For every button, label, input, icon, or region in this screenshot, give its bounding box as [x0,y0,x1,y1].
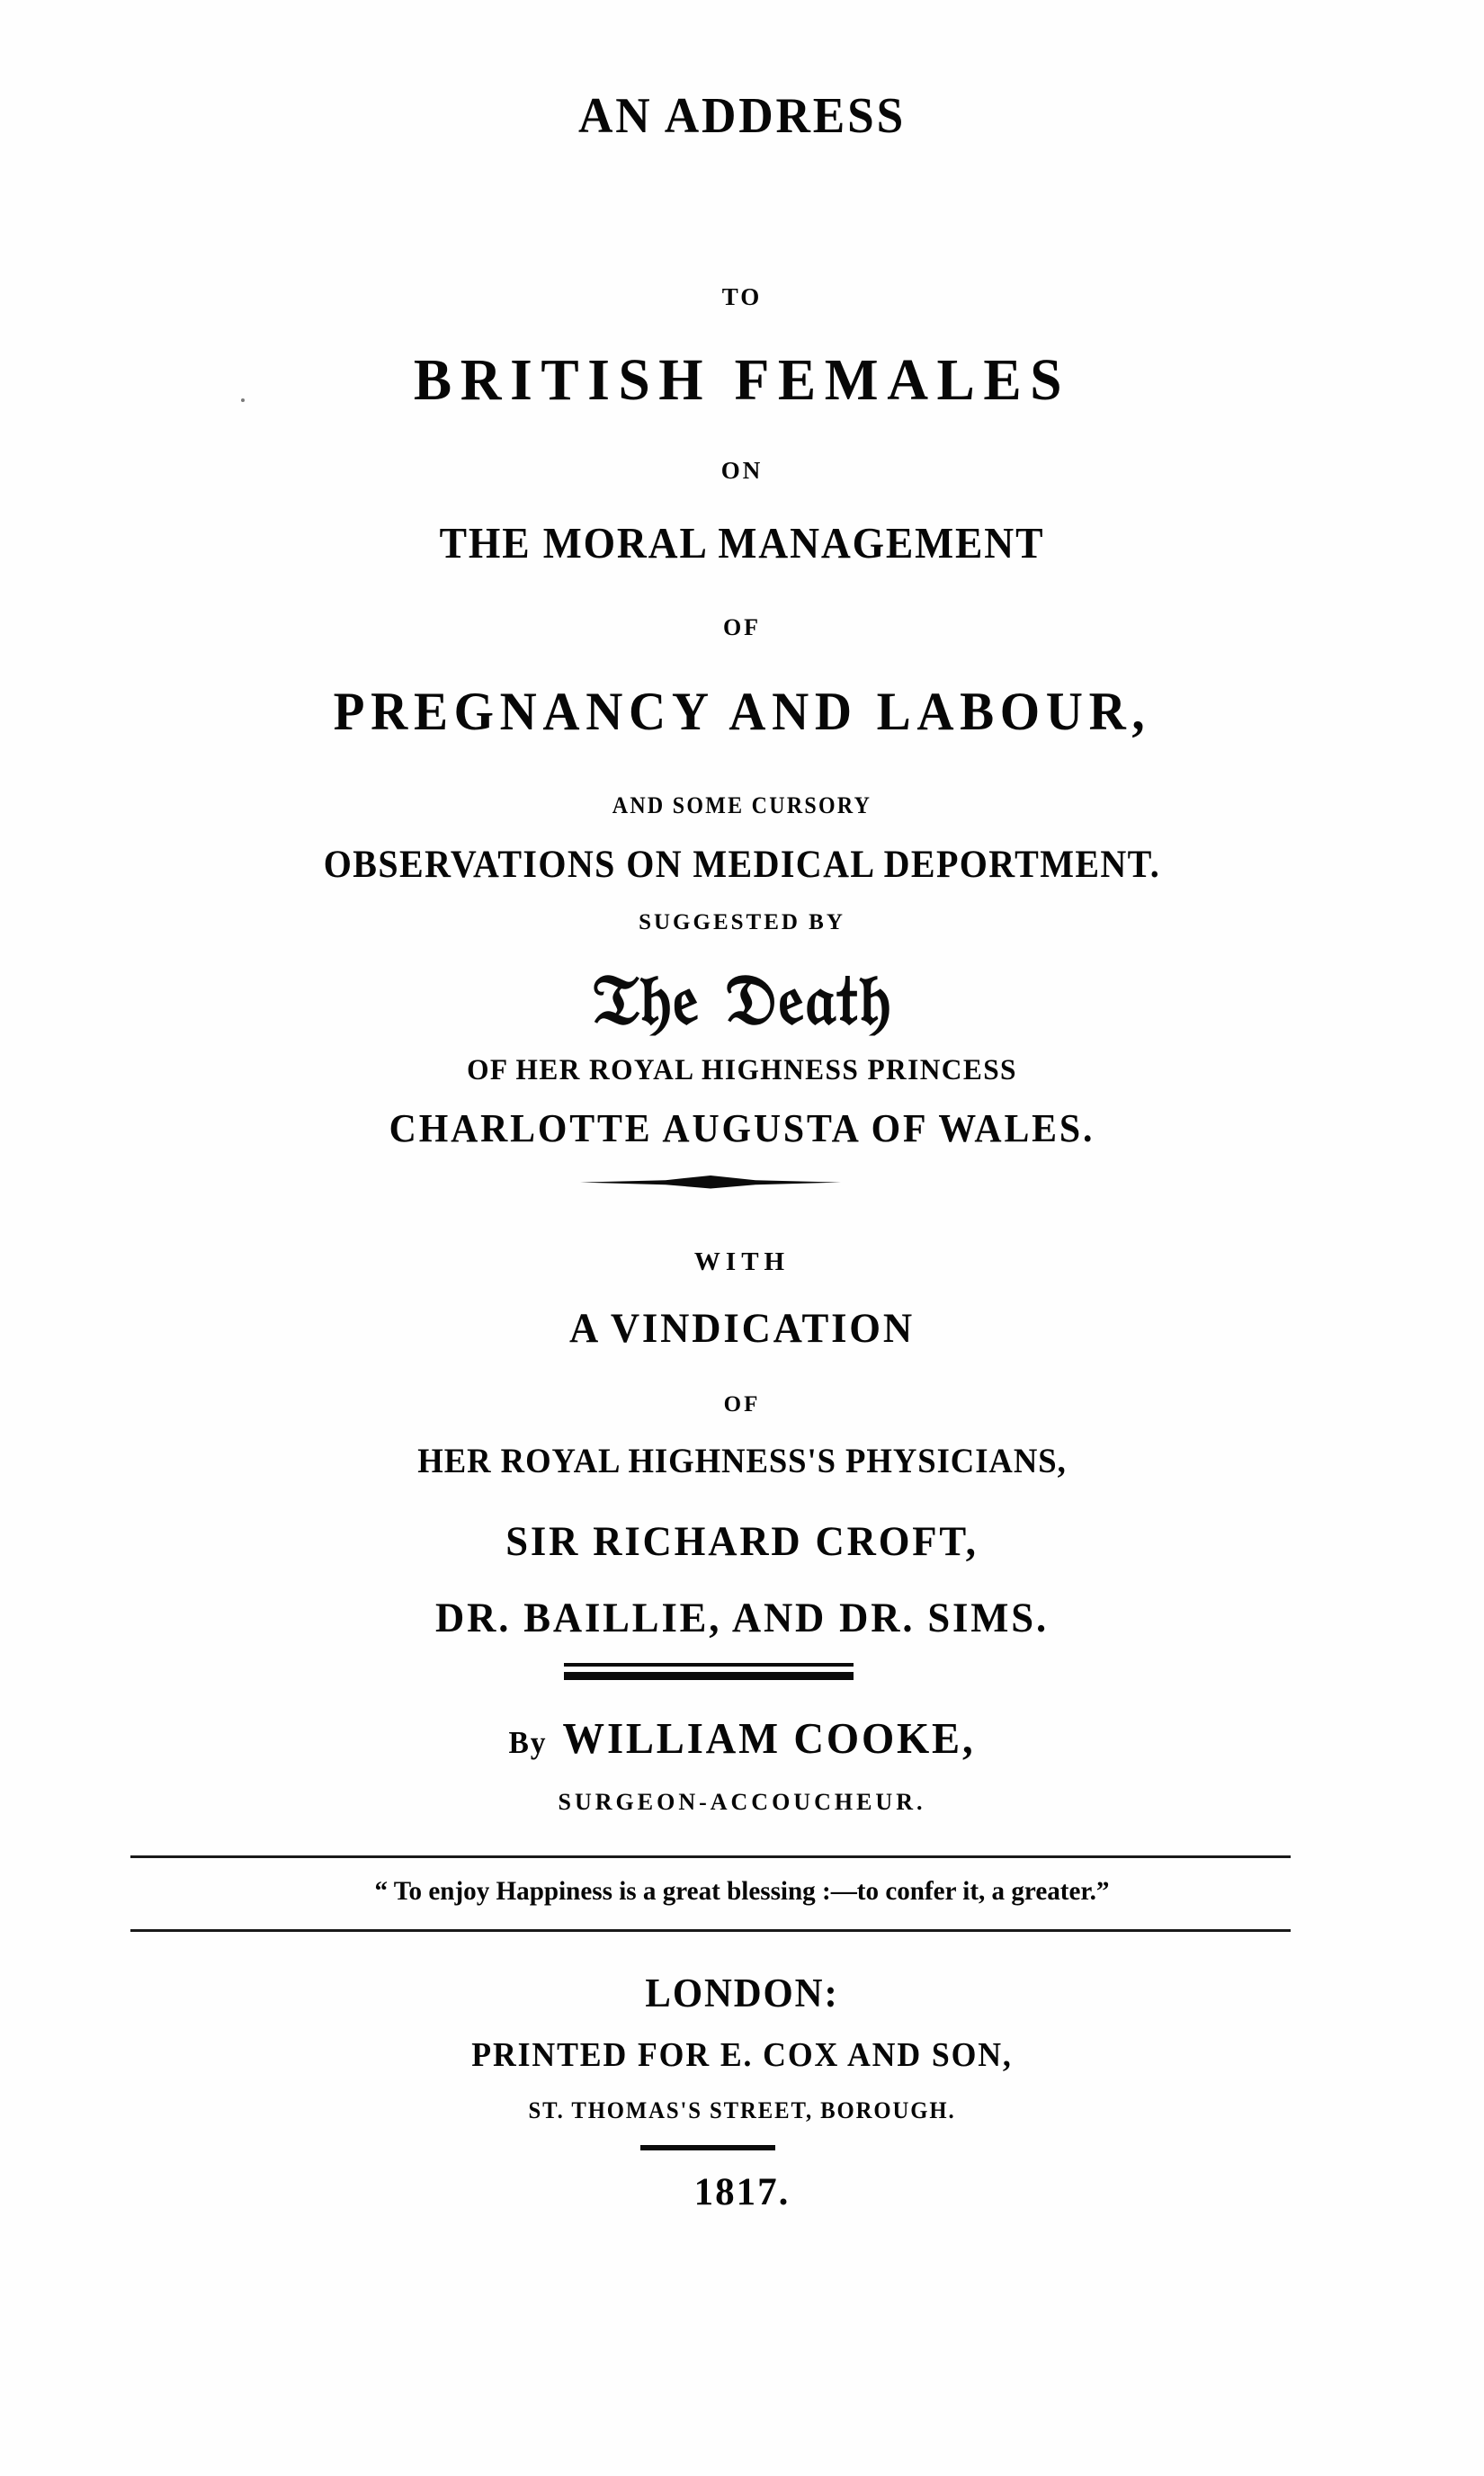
title-line-moral-management: THE MORAL MANAGEMENT [439,518,1045,568]
vindication-line-sir-richard-croft: SIR RICHARD CROFT, [505,1518,979,1565]
epigraph-text: “ To enjoy Happiness is a great blessing :—to confer it, a greater.” [374,1876,1110,1906]
imprint-short-rule [640,2145,775,2150]
epigraph-rule-bottom [130,1929,1291,1932]
author-name: WILLIAM COOKE, [562,1713,976,1763]
author-line [37,1712,1447,1764]
double-rule-divider [564,1663,854,1680]
title-line-british-females: BRITISH FEMALES [413,347,1071,413]
title-line-observations: OBSERVATIONS ON MEDICAL DEPORTMENT. [323,844,1161,886]
vindication-line-physicians: HER ROYAL HIGHNESS'S PHYSICIANS, [417,1442,1067,1480]
title-line-on: ON [720,457,764,484]
title-line-of-1: OF [722,614,762,640]
vindication-line-with: WITH [693,1247,791,1276]
title-line-pregnancy-and-labour: PREGNANCY AND LABOUR, [333,682,1151,741]
imprint-publisher: PRINTED FOR E. COX AND SON, [471,2036,1013,2074]
imprint-city: LONDON: [645,1971,839,2016]
epigraph-rule-top [130,1855,1291,1858]
vindication-line-dr-baillie-and-dr-sims: DR. BAILLIE, AND DR. SIMS. [435,1595,1049,1641]
imprint-year: 1817. [693,2171,791,2213]
author-by-word: By [508,1725,548,1760]
title-line-charlotte-augusta-of-wales: CHARLOTTE AUGUSTA OF WALES. [389,1106,1095,1150]
vindication-line-of-2: OF [723,1392,761,1417]
lozenge-ornament-rule [580,1175,841,1189]
vindication-line-a-vindication: A VINDICATION [568,1305,915,1352]
title-line-to: TO [721,283,763,310]
the-death-glyphs: 𝔗𝔥𝔢 𝔇𝔢𝔞𝔱𝔥 [592,959,892,1041]
title-line-her-royal-highness-princess: OF HER ROYAL HIGHNESS PRINCESS [467,1054,1017,1086]
author-title-surgeon-accoucheur: SURGEON-ACCOUCHEUR. [558,1789,926,1815]
imprint-address: ST. THOMAS'S STREET, BOROUGH. [528,2097,956,2123]
title-line-an-address: AN ADDRESS [577,88,907,144]
title-line-and-some-cursory: AND SOME CURSORY [612,792,872,818]
title-line-suggested-by: SUGGESTED BY [639,910,845,934]
title-line-the-death [0,950,1484,1053]
